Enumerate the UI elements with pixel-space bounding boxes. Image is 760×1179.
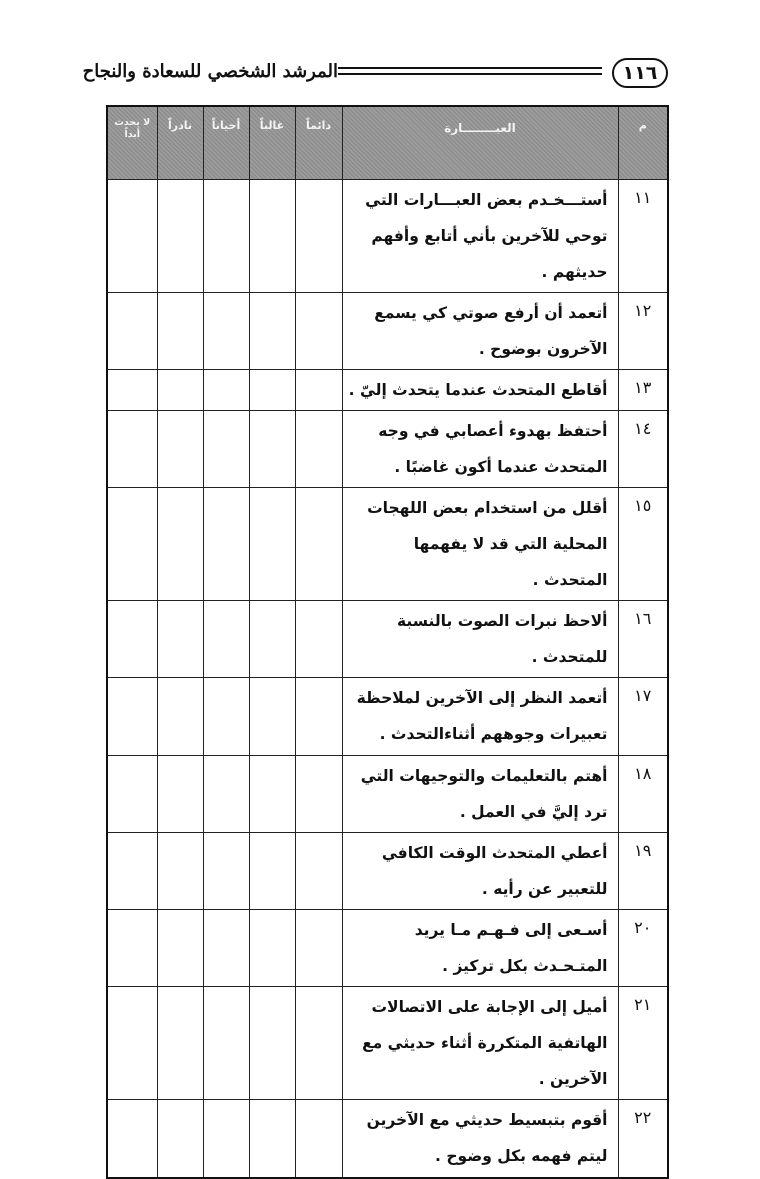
answer-cell-sometimes[interactable]	[203, 180, 249, 293]
row-number: ١٦	[618, 601, 668, 678]
header-often: غالباً	[249, 106, 295, 180]
answer-cell-never[interactable]	[107, 833, 157, 910]
row-number: ٢٠	[618, 910, 668, 987]
answer-cell-never[interactable]	[107, 370, 157, 411]
answer-cell-sometimes[interactable]	[203, 756, 249, 833]
answer-cell-rarely[interactable]	[157, 180, 203, 293]
row-number: ٢١	[618, 987, 668, 1100]
page-header	[82, 58, 668, 92]
answer-cell-sometimes[interactable]	[203, 488, 249, 601]
row-statement: أتعمد أن أرفع صوتي كي يسمع الآخرون بوضوح .	[342, 293, 618, 370]
answer-cell-often[interactable]	[249, 180, 295, 293]
table-row	[107, 180, 668, 293]
answer-cell-often[interactable]	[249, 293, 295, 370]
row-statement: أستـــخـدم بعض العبـــارات التي توحي للآخرين بأني أتابع وأفهم حديثهم .	[342, 180, 618, 293]
answer-cell-rarely[interactable]	[157, 756, 203, 833]
answer-cell-sometimes[interactable]	[203, 293, 249, 370]
header-never: لا يحدث أبداً	[107, 106, 157, 180]
answer-cell-often[interactable]	[249, 756, 295, 833]
row-number: ١٥	[618, 488, 668, 601]
answer-cell-often[interactable]	[249, 678, 295, 756]
answer-cell-always[interactable]	[295, 833, 342, 910]
table-row	[107, 601, 668, 678]
answer-cell-often[interactable]	[249, 833, 295, 910]
answer-cell-rarely[interactable]	[157, 910, 203, 987]
book-title: المرشد الشخصي للسعادة والنجاح	[82, 61, 338, 82]
answer-cell-never[interactable]	[107, 756, 157, 833]
answer-cell-never[interactable]	[107, 1100, 157, 1178]
table-row	[107, 833, 668, 910]
answer-cell-often[interactable]	[249, 488, 295, 601]
answer-cell-rarely[interactable]	[157, 1100, 203, 1178]
answer-cell-always[interactable]	[295, 488, 342, 601]
answer-cell-never[interactable]	[107, 411, 157, 488]
row-statement: أهتم بالتعليمات والتوجيهات التي ترد إليَّ في العمل .	[342, 756, 618, 833]
table-row	[107, 488, 668, 601]
answer-cell-often[interactable]	[249, 601, 295, 678]
answer-cell-sometimes[interactable]	[203, 833, 249, 910]
answer-cell-often[interactable]	[249, 1100, 295, 1178]
survey-table	[106, 105, 669, 1179]
answer-cell-always[interactable]	[295, 180, 342, 293]
header-number: م	[618, 106, 668, 180]
header-statement: العبــــــــارة	[342, 106, 618, 180]
table-header-row	[107, 106, 668, 180]
row-number: ١١	[618, 180, 668, 293]
answer-cell-always[interactable]	[295, 678, 342, 756]
header-sometimes: أحياناً	[203, 106, 249, 180]
answer-cell-sometimes[interactable]	[203, 678, 249, 756]
header-always: دائماً	[295, 106, 342, 180]
answer-cell-always[interactable]	[295, 370, 342, 411]
answer-cell-rarely[interactable]	[157, 678, 203, 756]
answer-cell-never[interactable]	[107, 293, 157, 370]
answer-cell-never[interactable]	[107, 601, 157, 678]
answer-cell-rarely[interactable]	[157, 601, 203, 678]
answer-cell-rarely[interactable]	[157, 370, 203, 411]
answer-cell-always[interactable]	[295, 293, 342, 370]
answer-cell-always[interactable]	[295, 756, 342, 833]
row-number: ١٢	[618, 293, 668, 370]
row-statement: أسـعى إلى فـهـم مـا يريد المتـحـدث بكل تركيز .	[342, 910, 618, 987]
answer-cell-rarely[interactable]	[157, 833, 203, 910]
answer-cell-rarely[interactable]	[157, 488, 203, 601]
answer-cell-never[interactable]	[107, 180, 157, 293]
answer-cell-never[interactable]	[107, 910, 157, 987]
answer-cell-never[interactable]	[107, 488, 157, 601]
answer-cell-always[interactable]	[295, 987, 342, 1100]
answer-cell-rarely[interactable]	[157, 411, 203, 488]
row-number: ١٧	[618, 678, 668, 756]
table-row	[107, 411, 668, 488]
row-number: ١٩	[618, 833, 668, 910]
table-row	[107, 1100, 668, 1178]
table-row	[107, 293, 668, 370]
row-statement: أميل إلى الإجابة على الاتصالات الهاتفية المتكررة أثناء حديثي مع الآخرين .	[342, 987, 618, 1100]
header-rarely: نادراً	[157, 106, 203, 180]
answer-cell-sometimes[interactable]	[203, 601, 249, 678]
table-row	[107, 910, 668, 987]
answer-cell-sometimes[interactable]	[203, 987, 249, 1100]
table-row	[107, 987, 668, 1100]
row-statement: أحتفظ بهدوء أعصابي في وجه المتحدث عندما أكون غاضبًا .	[342, 411, 618, 488]
answer-cell-rarely[interactable]	[157, 987, 203, 1100]
table-row	[107, 370, 668, 411]
row-number: ١٣	[618, 370, 668, 411]
row-statement: أقاطع المتحدث عندما يتحدث إليّ .	[342, 370, 618, 411]
answer-cell-sometimes[interactable]	[203, 370, 249, 411]
answer-cell-always[interactable]	[295, 601, 342, 678]
answer-cell-often[interactable]	[249, 987, 295, 1100]
answer-cell-sometimes[interactable]	[203, 1100, 249, 1178]
row-statement: ألاحظ نبرات الصوت بالنسبة للمتحدث .	[342, 601, 618, 678]
table-row	[107, 678, 668, 756]
page-number: ١١٦	[612, 58, 668, 88]
answer-cell-rarely[interactable]	[157, 293, 203, 370]
row-statement: أعطي المتحدث الوقت الكافي للتعبير عن رأيه .	[342, 833, 618, 910]
table-body	[107, 180, 668, 1178]
row-statement: أقلل من استخدام بعض اللهجات المحلية التي قد لا يفهمها المتحدث .	[342, 488, 618, 601]
row-statement: أقوم بتبسيط حديثي مع الآخرين ليتم فهمه بكل وضوح .	[342, 1100, 618, 1178]
row-number: ١٤	[618, 411, 668, 488]
table-row	[107, 756, 668, 833]
answer-cell-never[interactable]	[107, 987, 157, 1100]
answer-cell-sometimes[interactable]	[203, 910, 249, 987]
header-rule	[338, 67, 602, 75]
answer-cell-never[interactable]	[107, 678, 157, 756]
answer-cell-always[interactable]	[295, 1100, 342, 1178]
answer-cell-sometimes[interactable]	[203, 411, 249, 488]
row-number: ٢٢	[618, 1100, 668, 1178]
answer-cell-often[interactable]	[249, 411, 295, 488]
answer-cell-always[interactable]	[295, 411, 342, 488]
answer-cell-often[interactable]	[249, 370, 295, 411]
answer-cell-often[interactable]	[249, 910, 295, 987]
row-statement: أتعمد النظر إلى الآخرين لملاحظة تعبيرات وجوههم أثناءالتحدث .	[342, 678, 618, 756]
answer-cell-always[interactable]	[295, 910, 342, 987]
row-number: ١٨	[618, 756, 668, 833]
